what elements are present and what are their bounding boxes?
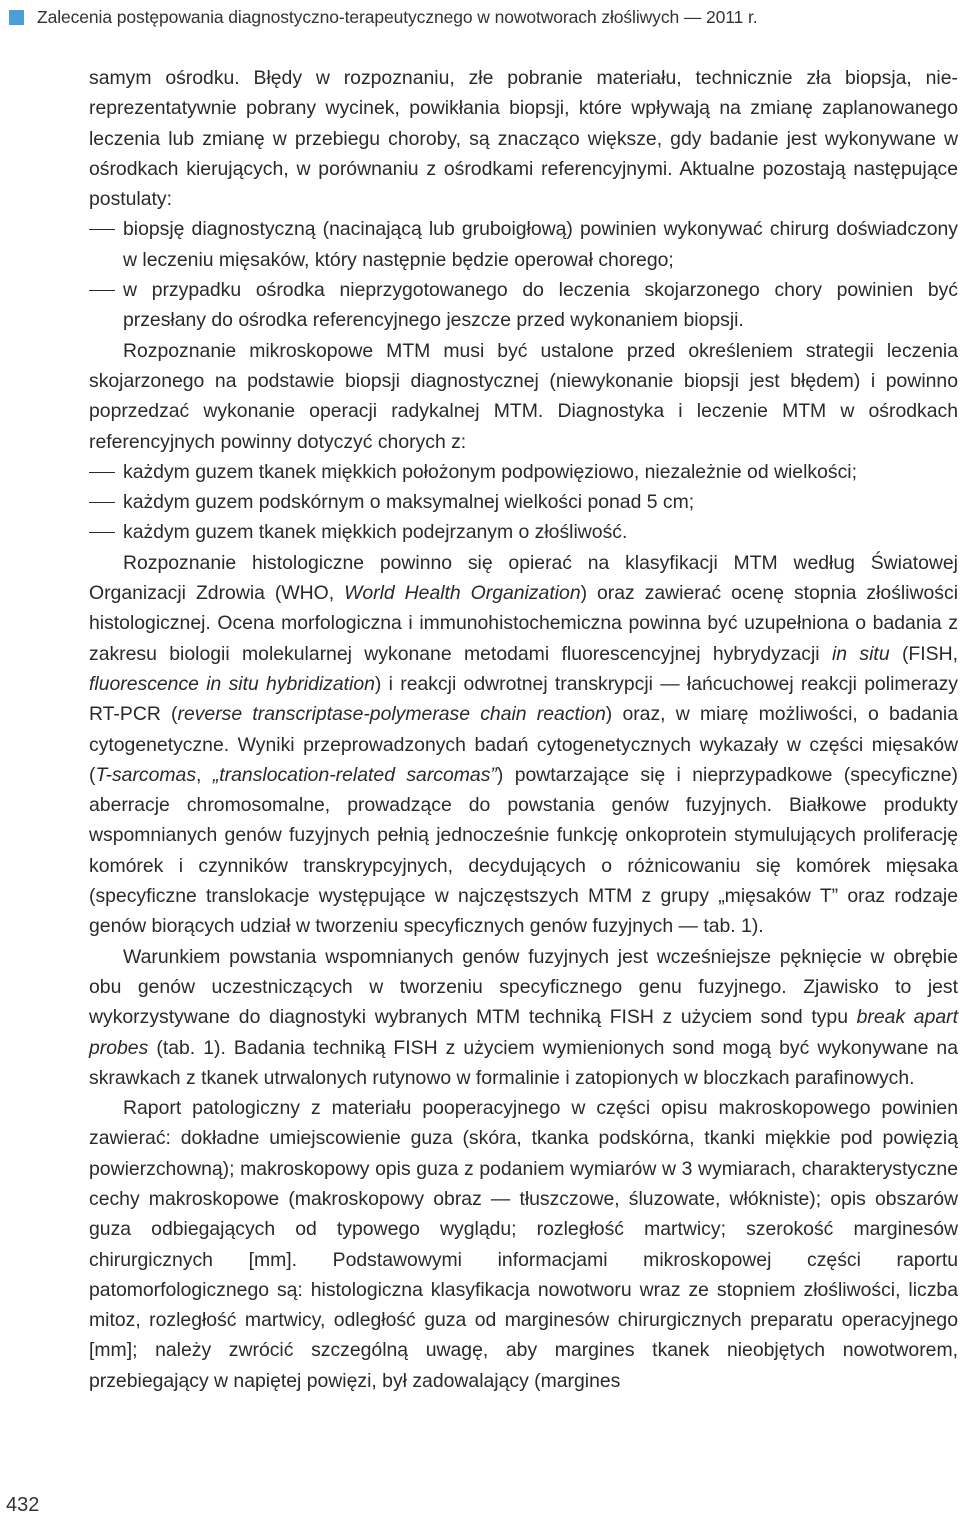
list-item <box>89 457 958 487</box>
dash-bullet <box>89 214 123 275</box>
dash-bullet <box>89 457 123 487</box>
paragraph-1: samym ośrodku. Błędy w rozpoznaniu, złe pobranie materiału, technicznie zła biopsja, niereprezentatywnie pobrany wycinek, powikłania biopsji, które wpływają na zmianę zaplanowanego leczenia lub zmianę w przebiegu choroby, są znacząco większe, gdy badanie jest wykonywane w ośrodkach kierujących, w porównaniu z ośrodkami referencyjnymi. Aktualne pozostają następujące postulaty: <box>89 67 958 211</box>
italic-term: fluorescence in situ hybridization <box>89 672 375 695</box>
patients-criteria-list <box>89 457 958 548</box>
text-run: Warunkiem powstania wspomnianych genów fuzyjnych jest wcześniejsze pęknięcie w obrębie obu genów uczestniczących w tworzeniu specyficznego genu fuzyjnego. Zjawisko to jest wykorzystywane do diagnostyki wybranych MTM techniką FISH z użyciem sond typu <box>89 945 958 1029</box>
dash-bullet <box>89 487 123 517</box>
list-item-text: w przypadku ośrodka nieprzygotowanego do leczenia skojarzonego chory powinien być przesłany do ośrodka referencyjnego jeszcze przed wykonaniem biopsji. <box>123 279 958 332</box>
italic-term: T-sarcomas <box>95 763 197 786</box>
running-header <box>9 5 758 29</box>
text-run: ) i reakcji odwrotnej transkrypcji — łańcuchowej reakcji polimerazy RT-PCR ( <box>89 672 958 726</box>
postulates-list <box>89 214 958 335</box>
text-run: , <box>196 763 213 786</box>
paragraph-2: Rozpoznanie mikroskopowe MTM musi być ustalone przed określeniem strategii leczenia skojarzonego na podstawie biopsji diagnostycznej (niewykonanie biopsji jest błędem) i powinno poprzedzać wykonanie operacji radykalnej MTM. Diagnostyka i leczenie MTM w ośrodkach referencyjnych powinny dotyczyć chorych z: <box>89 339 958 453</box>
body-text <box>89 63 958 1396</box>
list-item-text: każdym guzem tkanek miękkich położonym podpowięziowo, niezależnie od wielkości; <box>123 460 857 483</box>
text-run: (tab. 1). Badania techniką FISH z użyciem wymienionych sond mogą być wykonywane na skrawkach z tkanek utrwalonych rutynowo w formalinie i zatopionych w bloczkach parafinowych. <box>89 1036 958 1089</box>
paragraph-5: Raport patologiczny z materiału pooperacyjnego w części opisu makroskopowego powinien zawierać: dokładne umiejscowienie guza (skóra, tkanka podskórna, tkanki miękkie pod powięzią powierzchowną); makroskopowy opis guza z podaniem wymiarów w 3 wymiarach, charakterystyczne cechy makroskopowe (makroskopowy obraz — tłuszczowe, śluzowate, włókniste); opis obszarów guza odbiegających od typowego wyglądu; rozległość martwicy; szerokość marginesów chirurgicznych [mm]. Podstawowymi informacjami mikroskopowej części raportu patomorfologicznego są: histologiczna klasyfikacja nowotworu wraz ze stopniem złośliwości, liczba mitoz, rozległość martwicy, odległość guza od marginesów chirurgicznych preparatu operacyjnego [mm]; należy zwrócić szczególną uwagę, aby margines tkanek nieobjętych nowotworem, przebiegający w napiętej powięzi, był zadowalający (margines <box>89 1097 958 1392</box>
paragraph-3 <box>89 548 958 942</box>
italic-term: „translocation-related sarcomas” <box>212 763 497 786</box>
text-run: ) powtarzające się i nieprzypadkowe (specyficzne) aberracje chromosomalne, prowadzące do powstania genów fuzyjnych. Białkowe produkty wspomnianych genów fuzyjnych pełnią jednocześnie funkcję onkoprotein stymulujących proliferację komórek i czynników transkrypcyjnych, decydujących o różnicowaniu się komórek mięsaka (specyficzne translokacje występujące w najczęstszych MTM z grupy „mięsaków T” oraz rodzaje genów biorących udział w tworzeniu specyficznych genów fuzyjnych — tab. 1). <box>89 763 958 938</box>
italic-term: World Health Organization <box>344 582 581 605</box>
header-title: Zalecenia postępowania diagnostyczno-terapeutycznego w nowotworach złośliwych — 2011 r. <box>37 6 758 27</box>
text-run: ) oraz zawierać ocenę stopnia złośliwości histologicznej. Ocena morfologiczna i immunohistochemiczna powinna być uzupełniona o badania z zakresu biologii molekularnej wykonane metodami fluorescencyjnej hybrydyzacji <box>89 582 959 665</box>
italic-term: reverse transcriptase-polymerase chain reaction <box>177 703 606 726</box>
list-item <box>89 275 958 336</box>
text-run: (FISH, <box>889 642 958 665</box>
list-item <box>89 487 958 517</box>
list-item <box>89 214 958 275</box>
italic-term: break apart probes <box>89 1006 958 1059</box>
paragraph-4 <box>89 942 958 1093</box>
text-run: Rozpoznanie histologiczne powinno się opierać na klasyfikacji MTM według Światowej Organizacji Zdrowia (WHO, <box>89 551 958 605</box>
header-square-marker <box>9 10 24 25</box>
list-item-text: każdym guzem tkanek miękkich podejrzanym o złośliwość. <box>123 521 628 544</box>
list-item <box>89 517 958 547</box>
list-item-text: biopsję diagnostyczną (nacinającą lub gruboigłową) powinien wykonywać chirurg doświadczony w leczeniu mięsaków, który następnie będzie operował chorego; <box>123 218 958 271</box>
page-number: 432 <box>6 1494 40 1516</box>
dash-bullet <box>89 517 123 547</box>
list-item-text: każdym guzem podskórnym o maksymalnej wielkości ponad 5 cm; <box>123 491 695 514</box>
text-run: ) oraz, w miarę możliwości, o badania cytogenetyczne. Wyniki przeprowadzonych badań cytogenetycznych wykazały w części mięsaków ( <box>89 703 958 786</box>
italic-term: in situ <box>831 642 890 665</box>
dash-bullet <box>89 275 123 336</box>
